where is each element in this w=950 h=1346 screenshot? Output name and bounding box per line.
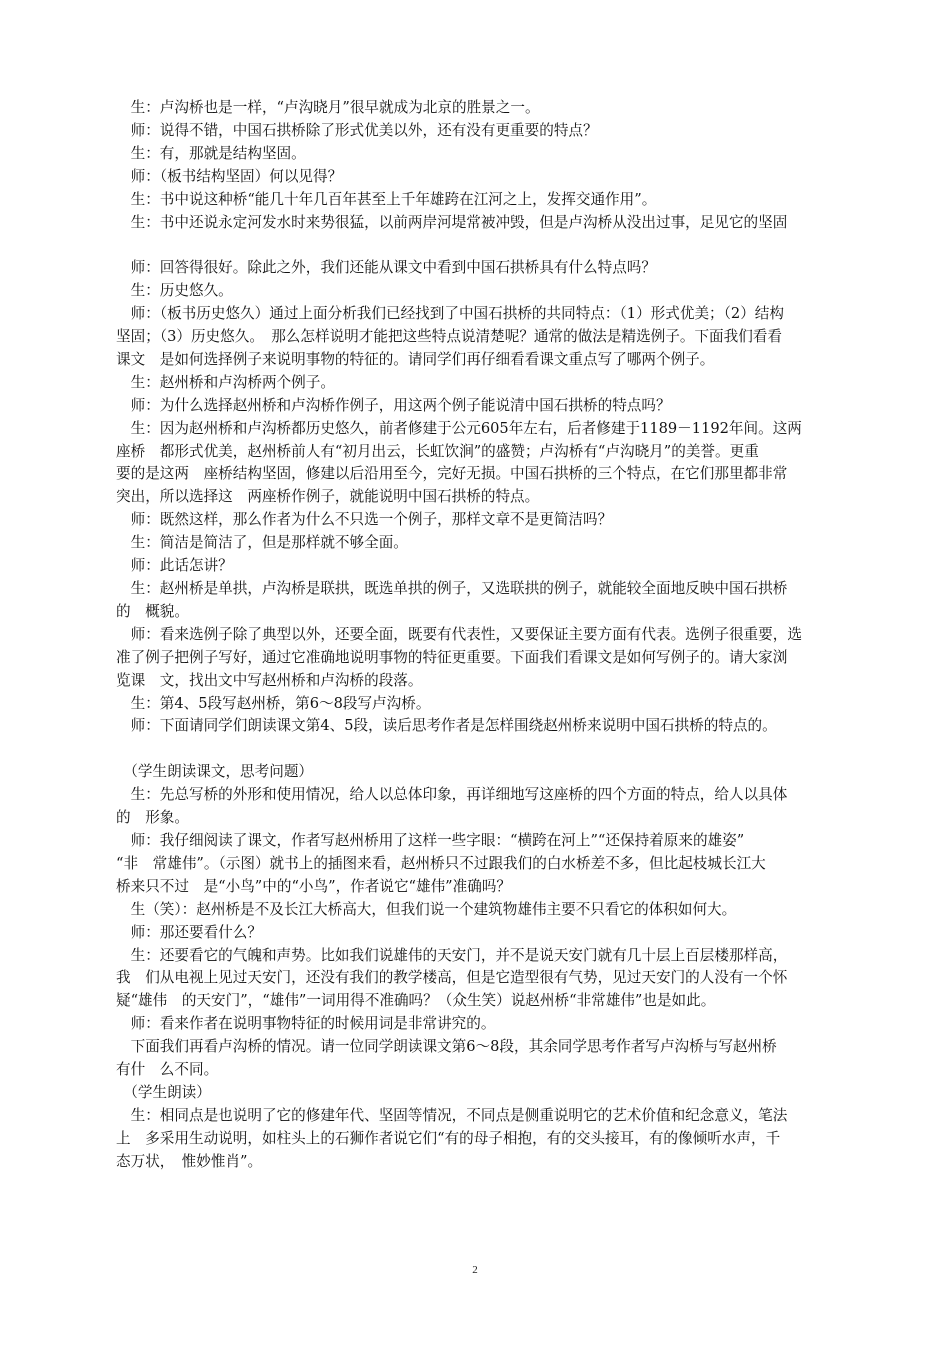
- text-line: 师：看来选例子除了典型以外，还要全面，既要有代表性，又要保证主要方面有代表。选例子很重要，选: [116, 625, 802, 643]
- blank-line: [116, 234, 836, 257]
- text-line: 的 概貌。: [116, 602, 189, 620]
- text-line: 师：此话怎讲？: [116, 557, 233, 575]
- text-line: 生：因为赵州桥和卢沟桥都历史悠久，前者修建于公元605年左右，后者修建于1189－1192年间。这两: [116, 419, 802, 437]
- text-line: 我 们从电视上见过天安门，还没有我们的教学楼高，但是它造型很有气势，见过天安门的人没有一个怀: [116, 969, 788, 987]
- text-line: 师：看来作者在说明事物特征的时候用词是非常讲究的。: [116, 1015, 496, 1033]
- text-line: 有什 么不同。: [116, 1061, 219, 1079]
- text-line: 师：说得不错，中国石拱桥除了形式优美以外，还有没有更重要的特点？: [116, 121, 598, 139]
- text-line: 生：赵州桥是单拱，卢沟桥是联拱，既选单拱的例子，又选联拱的例子，就能较全面地反映中国石拱桥: [116, 580, 788, 598]
- page-number: 2: [472, 1264, 478, 1276]
- text-line: 生（笑）：赵州桥是不及长江大桥高大，但我们说一个建筑物雄伟主要不只看它的体积如何大。: [116, 900, 737, 918]
- text-line: 桥来只不过 是“小鸟”中的“小鸟”，作者说它“雄伟”准确吗？: [116, 877, 512, 895]
- text-line: 生：简洁是简洁了，但是那样就不够全面。: [116, 534, 408, 552]
- text-line: “非 常雄伟”。（示图）就书上的插图来看，赵州桥只不过跟我们的白水桥差不多，但比起枝城长江大: [116, 854, 766, 872]
- text-line: 师：（板书历史悠久）通过上面分析我们已经找到了中国石拱桥的共同特点：（1）形式优美；（2）结构: [116, 305, 784, 323]
- text-line: 生：有，那就是结构坚固。: [116, 144, 306, 162]
- text-line: 生：第4、5段写赵州桥，第6～8段写卢沟桥。: [116, 694, 431, 712]
- text-line: 生：书中还说永定河发水时来势很猛，以前两岸河堤常被冲毁，但是卢沟桥从没出过事，足见它的坚固: [116, 213, 788, 231]
- text-line: 坚固；（3）历史悠久。 那么怎样说明才能把这些特点说清楚呢？通常的做法是精选例子。下面我们看看: [116, 328, 783, 346]
- text-line: 生：赵州桥和卢沟桥两个例子。: [116, 373, 335, 391]
- text-line: 生：历史悠久。: [116, 282, 233, 300]
- text-line: 师：那还要看什么？: [116, 923, 262, 941]
- text-line: 突出，所以选择这 两座桥作例子，就能说明中国石拱桥的特点。: [116, 488, 540, 506]
- body-text: [116, 97, 836, 1174]
- text-line: 生：书中说这种桥“能几十年几百年甚至上千年雄跨在江河之上，发挥交通作用”。: [116, 190, 657, 208]
- text-line: 座桥 都形式优美，赵州桥前人有“初月出云，长虹饮涧”的盛赞；卢沟桥有“卢沟晓月”的美誉。更重: [116, 442, 759, 460]
- text-line: 师：为什么选择赵州桥和卢沟桥作例子，用这两个例子能说清中国石拱桥的特点吗？: [116, 396, 671, 414]
- text-line: （学生朗读）: [116, 1083, 211, 1101]
- text-line: 师：下面请同学们朗读课文第4、5段，读后思考作者是怎样围绕赵州桥来说明中国石拱桥的特点的。: [116, 717, 777, 735]
- text-line: 师：既然这样，那么作者为什么不只选一个例子，那样文章不是更简洁吗？: [116, 511, 613, 529]
- blank-line: [116, 738, 836, 761]
- text-line: 生：相同点是也说明了它的修建年代、坚固等情况，不同点是侧重说明它的艺术价值和纪念意义，笔法: [116, 1106, 788, 1124]
- text-line: 准了例子把例子写好，通过它准确地说明事物的特征更重要。下面我们看课文是如何写例子的。请大家浏: [116, 648, 788, 666]
- text-line: 览课 文，找出文中写赵州桥和卢沟桥的段落。: [116, 671, 423, 689]
- text-line: （学生朗读课文，思考问题）: [116, 763, 314, 781]
- text-line: 师：回答得很好。除此之外，我们还能从课文中看到中国石拱桥具有什么特点吗？: [116, 259, 656, 277]
- text-line: 上 多采用生动说明，如柱头上的石狮作者说它们“有的母子相抱，有的交头接耳，有的像倾听水声，千: [116, 1129, 781, 1147]
- text-line: 要的是这两 座桥结构坚固，修建以后沿用至今，完好无损。中国石拱桥的三个特点，在它们那里都非常: [116, 465, 788, 483]
- text-line: 下面我们再看卢沟桥的情况。请一位同学朗读课文第6～8段，其余同学思考作者写卢沟桥与写赵州桥: [116, 1038, 777, 1056]
- text-line: 生：还要看它的气魄和声势。比如我们说雄伟的天安门，并不是说天安门就有几十层上百层楼那样高，: [116, 946, 788, 964]
- text-line: 生：先总写桥的外形和使用情况，给人以总体印象，再详细地写这座桥的四个方面的特点，给人以具体: [116, 786, 788, 804]
- text-line: 生：卢沟桥也是一样，“卢沟晓月”很早就成为北京的胜景之一。: [116, 99, 540, 116]
- text-line: 师：我仔细阅读了课文，作者写赵州桥用了这样一些字眼：“横跨在河上”“还保持着原来的雄姿”: [116, 831, 745, 849]
- text-line: 师：（板书结构坚固）何以见得？: [116, 167, 343, 185]
- text-line: 疑“雄伟 的天安门”，“雄伟”一词用得不准确吗？（众生笑）说赵州桥“非常雄伟”也是如此。: [116, 992, 716, 1010]
- text-line: 课文 是如何选择例子来说明事物的特征的。请同学们再仔细看看课文重点写了哪两个例子。: [116, 350, 715, 368]
- text-line: 的 形象。: [116, 809, 189, 827]
- text-line: 态万状， 惟妙惟肖”。: [116, 1152, 263, 1170]
